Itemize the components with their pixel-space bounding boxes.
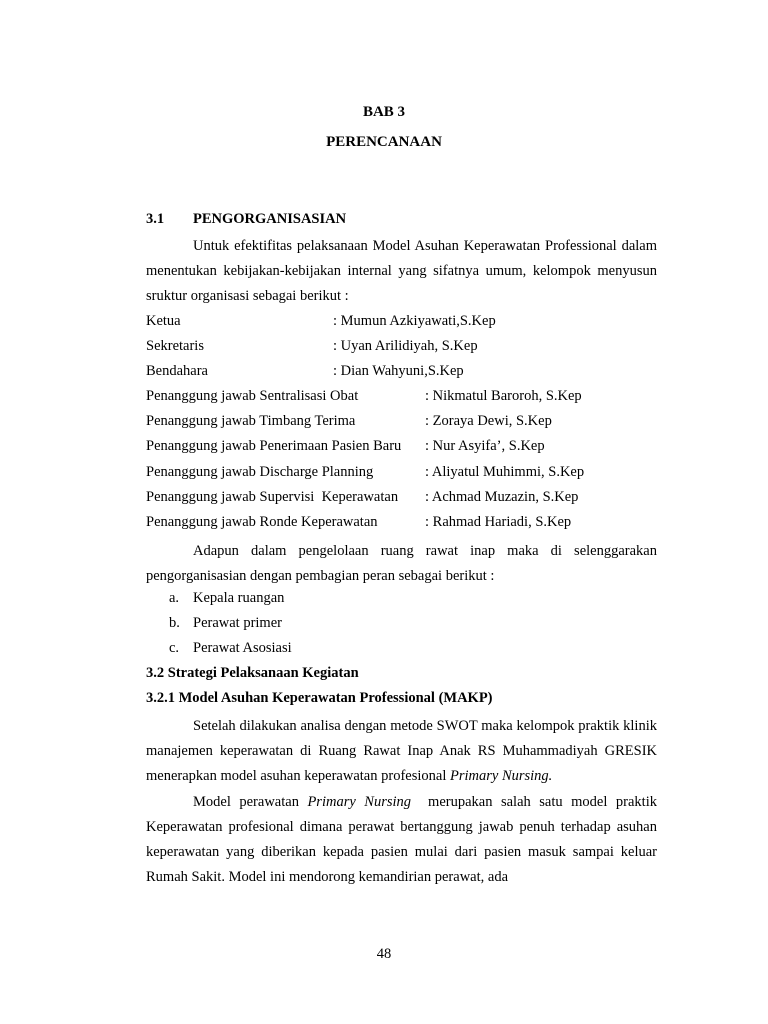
list-item: Perawat Asosiasi — [193, 640, 292, 656]
list-marker: c. — [169, 640, 180, 656]
pj-role: Penanggung jawab Penerimaan Pasien Baru — [146, 438, 402, 454]
section-title: PENGORGANISASIAN — [193, 211, 347, 227]
makp-p2-start: Model perawatan — [193, 794, 308, 810]
chapter-title: PERENCANAAN — [326, 134, 442, 150]
officer-role-ketua: Ketua — [146, 313, 181, 329]
makp-p2-rest: merupakan salah satu model praktik Keperawatan profesional dimana perawat bertanggung jawab penuh terhadap asuhan keperawatan yang diberikan kepada pasien mulai dari pasien masuk sampai keluar Rumah Sakit. Model ini mendorong kemandirian perawat, ada — [146, 794, 661, 885]
list-item: Perawat primer — [193, 615, 282, 631]
pj-role: Penanggung jawab Ronde Keperawatan — [146, 514, 378, 530]
page-number: 48 — [376, 946, 392, 962]
pj-role: Penanggung jawab Timbang Terima — [146, 413, 356, 429]
section-number: 3.1 — [146, 211, 165, 227]
pj-role: Penanggung jawab Supervisi Keperawatan — [146, 489, 399, 505]
pj-name: : Rahmad Hariadi, S.Kep — [425, 514, 572, 530]
pj-name: : Nikmatul Baroroh, S.Kep — [425, 388, 582, 404]
intro-paragraph: Untuk efektifitas pelaksanaan Model Asuhan Keperawatan Professional dalam menentukan kebijakan-kebijakan internal yang sifatnya umum, kelompok menyusun sruktur organisasi sebagai berikut : — [146, 238, 657, 304]
officer-role-sekretaris: Sekretaris — [146, 338, 204, 354]
section-heading-3-2: 3.2 Strategi Pelaksanaan Kegiatan — [146, 665, 359, 681]
pj-name: : Achmad Muzazin, S.Kep — [425, 489, 579, 505]
pj-name: : Nur Asyifa’, S.Kep — [425, 438, 545, 454]
list-marker: b. — [169, 615, 180, 631]
chapter-number: BAB 3 — [362, 104, 406, 120]
officer-name-ketua: : Mumun Azkiyawati,S.Kep — [333, 313, 496, 329]
pj-role: Penanggung jawab Discharge Planning — [146, 464, 374, 480]
officer-name-bendahara: : Dian Wahyuni,S.Kep — [333, 363, 464, 379]
list-item: Kepala ruangan — [193, 590, 285, 606]
makp-p2-italic: Primary Nursing — [307, 794, 412, 810]
officer-name-sekretaris: : Uyan Arilidiyah, S.Kep — [333, 338, 478, 354]
makp-p1-text: Setelah dilakukan analisa dengan metode SWOT maka kelompok praktik klinik manajemen keperawatan di Ruang Rawat Inap Anak RS Muhammadiyah GRESIK menerapkan model asuhan keperawatan profesional — [146, 718, 657, 784]
officer-role-bendahara: Bendahara — [146, 363, 208, 379]
pj-name: : Aliyatul Muhimmi, S.Kep — [425, 464, 585, 480]
subsection-heading-3-2-1: 3.2.1 Model Asuhan Keperawatan Professional (MAKP) — [146, 690, 493, 706]
list-marker: a. — [169, 590, 180, 606]
roles-intro-paragraph: Adapun dalam pengelolaan ruang rawat inap maka di selenggarakan pengorganisasian dengan pembagian peran sebagai berikut : — [146, 543, 657, 584]
makp-p1-italic: Primary Nursing. — [449, 768, 553, 784]
makp-paragraph-1 — [146, 714, 657, 789]
pj-name: : Zoraya Dewi, S.Kep — [425, 413, 552, 429]
makp-paragraph-2 — [146, 790, 661, 890]
pj-role: Penanggung jawab Sentralisasi Obat — [146, 388, 359, 404]
